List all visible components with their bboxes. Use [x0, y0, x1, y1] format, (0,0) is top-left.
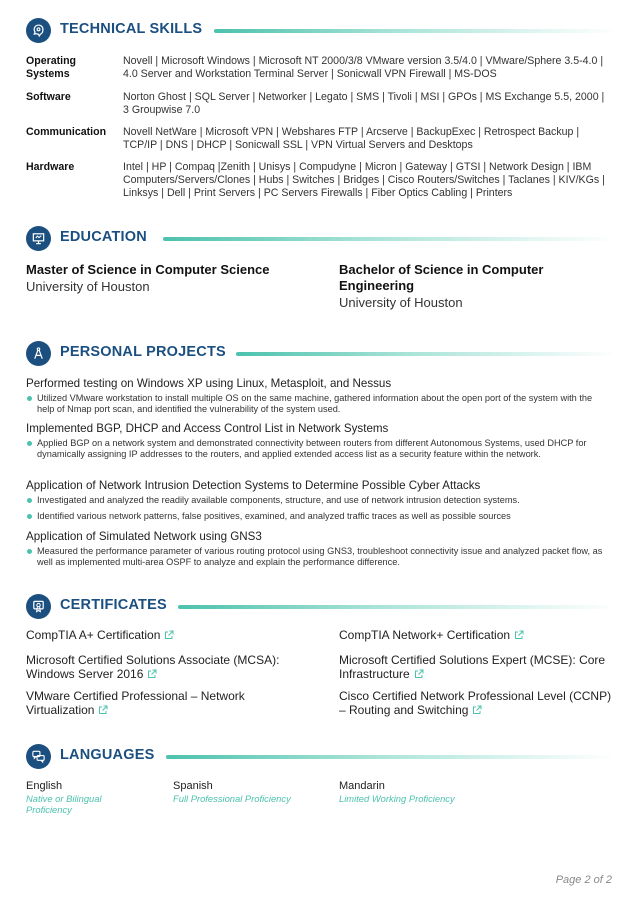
- skill-label: Hardware: [26, 161, 75, 173]
- skill-value: Novell | Microsoft Windows | Microsoft NT 2000/3/8 VMware version 3.5/4.0 | VMware/Sphere 3.5-4.0 | 4.0 Server and Workstation Terminal Server | Sonicwall VPN Firewall | MS-DOS: [123, 55, 604, 80]
- certificate-item[interactable]: [26, 653, 296, 681]
- certificate-name: Microsoft Certified Solutions Associate (MCSA): Windows Server 2016: [26, 653, 280, 681]
- skill-label: Software: [26, 91, 71, 103]
- bullet-dot: [27, 549, 32, 554]
- external-link-icon[interactable]: [147, 669, 157, 679]
- external-link-icon[interactable]: [414, 669, 424, 679]
- language-level: Full Professional Proficiency: [173, 793, 291, 804]
- certificate-item[interactable]: [26, 689, 276, 717]
- list-item: [26, 546, 611, 568]
- certificate-name: Microsoft Certified Solutions Expert (MCSE): Core Infrastructure: [339, 653, 606, 681]
- page-number: Page 2 of 2: [555, 874, 612, 886]
- technical-skills-header: [26, 18, 616, 44]
- bullet-text: Investigated and analyzed the readily available components, structure, and use of network intrusion detection systems.: [37, 495, 520, 505]
- education-entry: [339, 262, 599, 311]
- certificates-header: [26, 594, 616, 620]
- section-title: TECHNICAL SKILLS: [60, 21, 203, 37]
- skill-value: Novell NetWare | Microsoft VPN | Webshares FTP | Arcserve | BackupExec | Retrospect Backup | TCP/IP | DNS | DHCP | Sonicwall SSL | VPN Virtual Servers and Desktops: [123, 126, 580, 151]
- school: University of Houston: [26, 279, 150, 294]
- external-link-icon[interactable]: [472, 705, 482, 715]
- list-item: [26, 393, 611, 415]
- language-level: Limited Working Proficiency: [339, 793, 455, 804]
- section-divider: [178, 605, 616, 609]
- project-title: Application of Simulated Network using GNS3: [26, 530, 262, 543]
- certificate-item[interactable]: [339, 653, 619, 681]
- external-link-icon[interactable]: [164, 630, 174, 640]
- speech-bubbles-icon: [26, 744, 51, 769]
- section-title: PERSONAL PROJECTS: [60, 344, 226, 360]
- language-level: Native or Bilingual Proficiency: [26, 793, 102, 815]
- certificate-name: Cisco Certified Network Professional Level (CCNP) – Routing and Switching: [339, 689, 612, 717]
- skill-label: Operating Systems: [26, 55, 77, 80]
- certificate-item[interactable]: [26, 628, 311, 642]
- section-title: LANGUAGES: [60, 747, 155, 763]
- language-entry: [173, 780, 313, 804]
- education-header: [26, 226, 616, 252]
- project-entry: [26, 376, 611, 415]
- skill-label: Communication: [26, 126, 107, 138]
- certificate-item[interactable]: [339, 689, 619, 717]
- degree: Bachelor of Science in Computer Engineering: [339, 262, 544, 293]
- project-title: Performed testing on Windows XP using Linux, Metasploit, and Nessus: [26, 377, 392, 390]
- bullet-dot: [27, 441, 32, 446]
- bullet-text: Applied BGP on a network system and demonstrated connectivity between routers from different Autonomous Systems, used DHCP for dynamically assigning IP addresses to the routers, and applied extended access list as a security feature within the network.: [37, 438, 587, 459]
- head-gear-icon: [26, 18, 51, 43]
- certificate-name: VMware Certified Professional – Network Virtualization: [26, 689, 245, 717]
- language-name: Spanish: [173, 780, 213, 792]
- section-divider: [236, 352, 616, 356]
- education-entry: [26, 262, 316, 295]
- bullet-text: Identified various network patterns, false positives, examined, and analyzed traffic traces as well as possible sources: [37, 511, 511, 521]
- bullet-dot: [27, 498, 32, 503]
- presentation-board-icon: [26, 226, 51, 251]
- certificate-item[interactable]: [339, 628, 624, 642]
- degree: Master of Science in Computer Science: [26, 262, 270, 277]
- external-link-icon[interactable]: [514, 630, 524, 640]
- list-item: [26, 438, 611, 460]
- section-title: EDUCATION: [60, 229, 147, 245]
- certificate-icon: [26, 594, 51, 619]
- section-title: CERTIFICATES: [60, 597, 167, 613]
- list-item: [26, 495, 611, 506]
- section-divider: [166, 755, 616, 759]
- projects-header: [26, 341, 616, 367]
- bullet-text: Utilized VMware workstation to install multiple OS on the same machine, gathered information about the open port of the system with the help of Nmap port scan, and identified the vulnerability of the system used.: [37, 393, 593, 414]
- language-name: English: [26, 780, 63, 792]
- section-divider: [214, 29, 616, 33]
- certificate-name: CompTIA Network+ Certification: [339, 628, 511, 642]
- language-name: Mandarin: [339, 780, 385, 792]
- language-entry: [339, 780, 479, 804]
- skill-value: Intel | HP | Compaq |Zenith | Unisys | Compudyne | Micron | Gateway | GTSI | Network Design | IBM Computers/Servers/Clones | Hubs | Switches | Bridges | Cisco Routers/Switches | Taclanes | KIV/KGs | Linksys | Dell | Print Servers | PC Servers Firewalls | Fiber Optics Cabling | Printers: [123, 161, 605, 199]
- certificate-name: CompTIA A+ Certification: [26, 628, 161, 642]
- bullet-dot: [27, 396, 32, 401]
- compass-icon: [26, 341, 51, 366]
- section-divider: [163, 237, 616, 241]
- project-entry: [26, 421, 611, 460]
- language-entry: [26, 780, 136, 815]
- project-title: Implemented BGP, DHCP and Access Control List in Network Systems: [26, 422, 389, 435]
- project-entry: [26, 478, 611, 522]
- school: University of Houston: [339, 295, 463, 310]
- project-entry: [26, 529, 611, 568]
- languages-header: [26, 744, 616, 770]
- list-item: [26, 511, 611, 522]
- external-link-icon[interactable]: [98, 705, 108, 715]
- bullet-text: Measured the performance parameter of various routing protocol using GNS3, troubleshoot connectivity issue and analyzed packet flow, as well as implemented multi-area OSPF to analyze and explain the performance difference.: [37, 546, 603, 567]
- skill-value: Norton Ghost | SQL Server | Networker | Legato | SMS | Tivoli | MSI | GPOs | MS Exchange 5.5, 2000 | 3 Groupwise 7.0: [123, 91, 605, 116]
- bullet-dot: [27, 514, 32, 519]
- project-title: Application of Network Intrusion Detection Systems to Determine Possible Cyber Attacks: [26, 479, 481, 492]
